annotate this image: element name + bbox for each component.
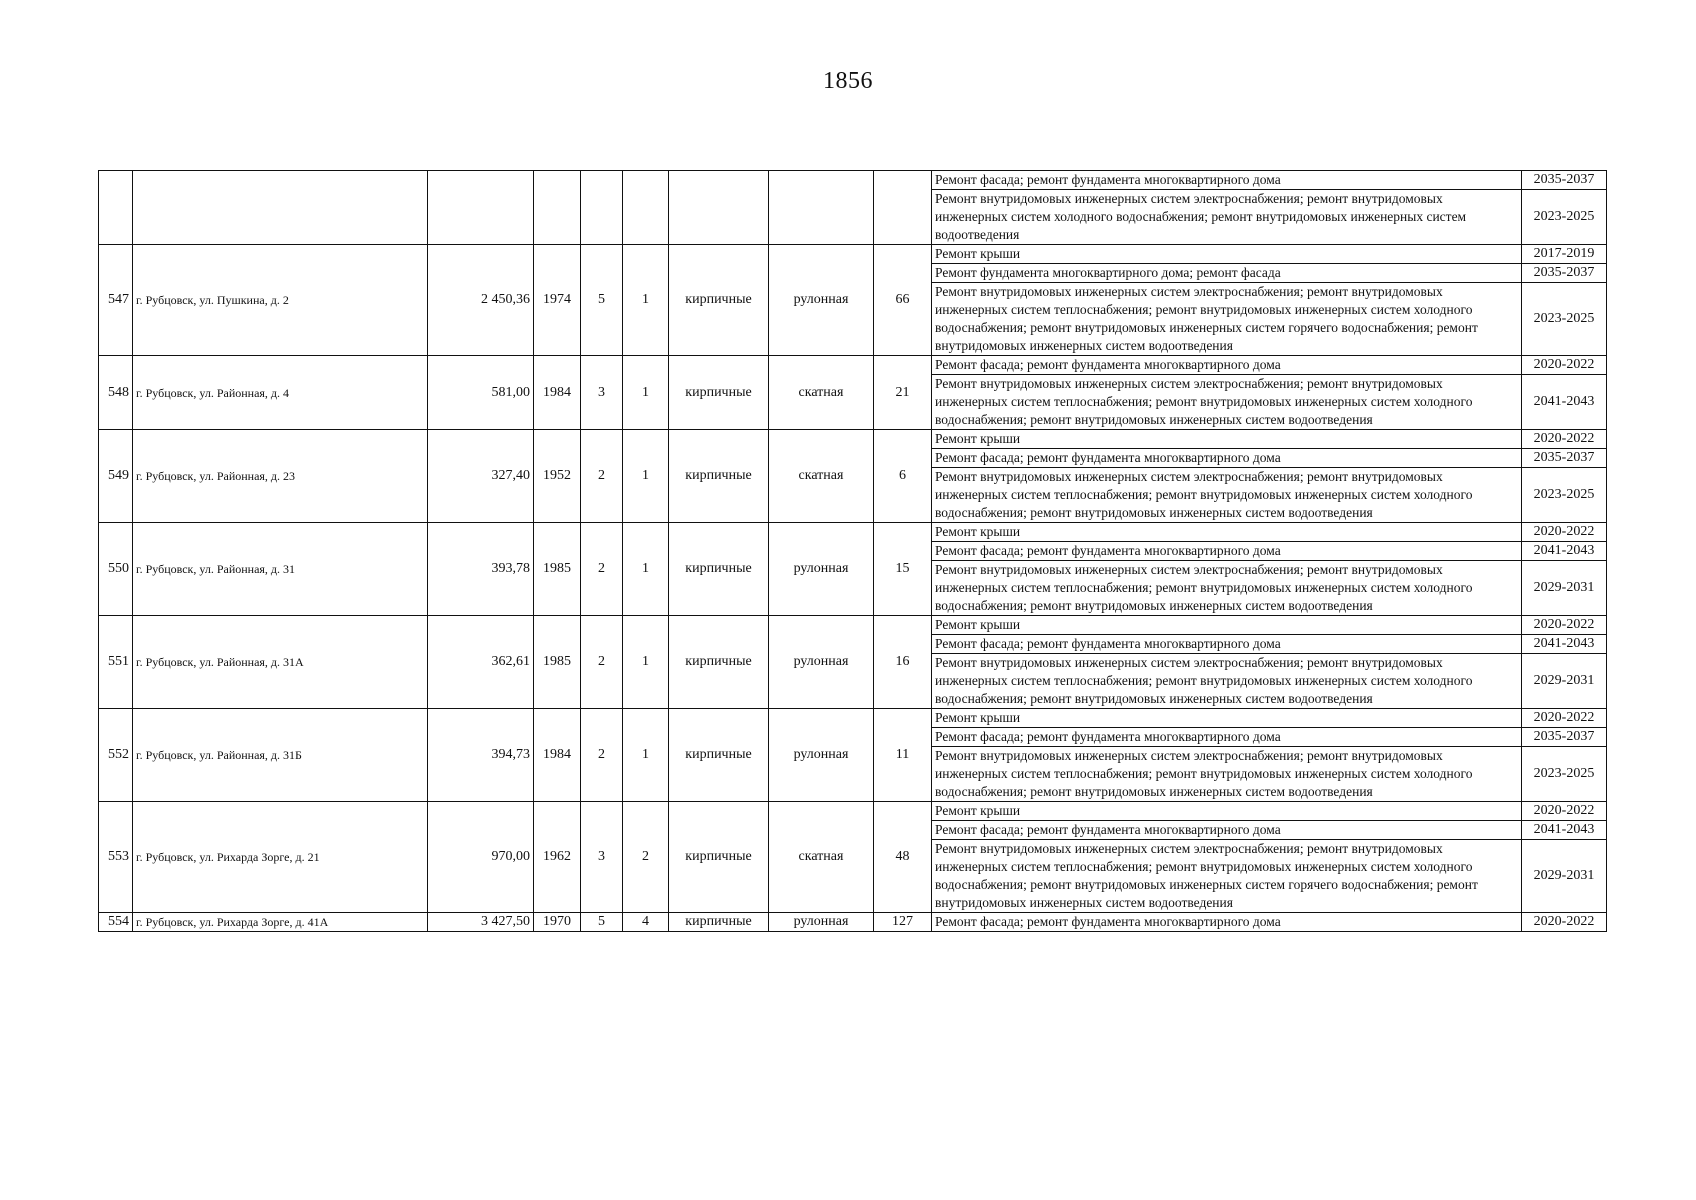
repair-period-cell: 2035-2037	[1522, 728, 1607, 747]
residents-cell: 15	[874, 523, 932, 616]
roof-type-cell: рулонная	[769, 709, 874, 802]
house-number-cell: 551	[99, 616, 133, 709]
entrances-cell: 1	[623, 430, 669, 523]
residents-cell: 21	[874, 356, 932, 430]
entrances-cell	[623, 171, 669, 245]
repair-work-cell: Ремонт фасада; ремонт фундамента многоквартирного дома	[932, 449, 1522, 468]
table-row	[99, 709, 1607, 728]
repair-period-cell: 2029-2031	[1522, 654, 1607, 709]
wall-material-cell: кирпичные	[669, 430, 769, 523]
table-row	[99, 171, 1607, 190]
repair-period-cell: 2035-2037	[1522, 449, 1607, 468]
year-cell: 1984	[534, 356, 581, 430]
address-cell: г. Рубцовск, ул. Пушкина, д. 2	[133, 245, 428, 356]
roof-type-cell	[769, 171, 874, 245]
repair-period-cell: 2023-2025	[1522, 747, 1607, 802]
table-row	[99, 913, 1607, 932]
residents-cell: 6	[874, 430, 932, 523]
residents-cell: 16	[874, 616, 932, 709]
repair-period-cell: 2041-2043	[1522, 635, 1607, 654]
repair-period-cell: 2020-2022	[1522, 430, 1607, 449]
residents-cell: 127	[874, 913, 932, 932]
wall-material-cell	[669, 171, 769, 245]
repair-work-cell: Ремонт крыши	[932, 802, 1522, 821]
floors-cell: 3	[581, 802, 623, 913]
repair-period-cell: 2035-2037	[1522, 264, 1607, 283]
roof-type-cell: скатная	[769, 356, 874, 430]
repair-period-cell: 2041-2043	[1522, 375, 1607, 430]
roof-type-cell: скатная	[769, 430, 874, 523]
table-row	[99, 356, 1607, 375]
repair-period-cell: 2035-2037	[1522, 171, 1607, 190]
wall-material-cell: кирпичные	[669, 913, 769, 932]
address-cell: г. Рубцовск, ул. Рихарда Зорге, д. 41А	[133, 913, 428, 932]
entrances-cell: 1	[623, 356, 669, 430]
repair-work-cell: Ремонт фасада; ремонт фундамента многоквартирного дома	[932, 913, 1522, 932]
wall-material-cell: кирпичные	[669, 709, 769, 802]
year-cell	[534, 171, 581, 245]
year-cell: 1952	[534, 430, 581, 523]
entrances-cell: 1	[623, 709, 669, 802]
table-row	[99, 802, 1607, 821]
roof-type-cell: рулонная	[769, 616, 874, 709]
entrances-cell: 1	[623, 245, 669, 356]
area-cell: 393,78	[428, 523, 534, 616]
house-number-cell: 549	[99, 430, 133, 523]
floors-cell: 5	[581, 913, 623, 932]
entrances-cell: 1	[623, 523, 669, 616]
house-number-cell: 554	[99, 913, 133, 932]
repair-work-cell: Ремонт фасада; ремонт фундамента многоквартирного дома	[932, 635, 1522, 654]
entrances-cell: 1	[623, 616, 669, 709]
area-cell	[428, 171, 534, 245]
repair-work-cell: Ремонт фасада; ремонт фундамента многоквартирного дома	[932, 728, 1522, 747]
repair-work-cell: Ремонт крыши	[932, 523, 1522, 542]
repair-work-cell: Ремонт фасада; ремонт фундамента многоквартирного дома	[932, 356, 1522, 375]
area-cell: 970,00	[428, 802, 534, 913]
table-row	[99, 616, 1607, 635]
area-cell: 3 427,50	[428, 913, 534, 932]
wall-material-cell: кирпичные	[669, 356, 769, 430]
floors-cell: 2	[581, 616, 623, 709]
repair-period-cell: 2017-2019	[1522, 245, 1607, 264]
floors-cell: 2	[581, 709, 623, 802]
repair-work-cell: Ремонт крыши	[932, 616, 1522, 635]
repair-work-cell: Ремонт фасада; ремонт фундамента многоквартирного дома	[932, 542, 1522, 561]
repair-work-cell: Ремонт внутридомовых инженерных систем электроснабжения; ремонт внутридомовых инженерных систем теплоснабжения; ремонт внутридомовых инженерных систем холодного водоснабжения; ремонт внутридомовых инженерных систем водоотведения	[932, 375, 1522, 430]
house-number-cell: 547	[99, 245, 133, 356]
year-cell: 1985	[534, 616, 581, 709]
floors-cell: 2	[581, 523, 623, 616]
repair-period-cell: 2020-2022	[1522, 802, 1607, 821]
year-cell: 1974	[534, 245, 581, 356]
residents-cell: 66	[874, 245, 932, 356]
floors-cell: 3	[581, 356, 623, 430]
roof-type-cell: рулонная	[769, 523, 874, 616]
entrances-cell: 4	[623, 913, 669, 932]
table-row	[99, 523, 1607, 542]
repair-work-cell: Ремонт внутридомовых инженерных систем электроснабжения; ремонт внутридомовых инженерных систем теплоснабжения; ремонт внутридомовых инженерных систем холодного водоснабжения; ремонт внутридомовых инженерных систем водоотведения	[932, 468, 1522, 523]
page-number: 1856	[823, 68, 873, 94]
repair-period-cell: 2041-2043	[1522, 821, 1607, 840]
repair-work-cell: Ремонт крыши	[932, 709, 1522, 728]
repair-work-cell: Ремонт фасада; ремонт фундамента многоквартирного дома	[932, 171, 1522, 190]
address-cell: г. Рубцовск, ул. Районная, д. 31	[133, 523, 428, 616]
repair-period-cell: 2020-2022	[1522, 356, 1607, 375]
table-row	[99, 245, 1607, 264]
capital-repair-table	[98, 170, 1607, 932]
year-cell: 1970	[534, 913, 581, 932]
address-cell: г. Рубцовск, ул. Районная, д. 31А	[133, 616, 428, 709]
repair-period-cell: 2041-2043	[1522, 542, 1607, 561]
repair-period-cell: 2023-2025	[1522, 190, 1607, 245]
repair-period-cell: 2023-2025	[1522, 468, 1607, 523]
area-cell: 2 450,36	[428, 245, 534, 356]
repair-period-cell: 2020-2022	[1522, 913, 1607, 932]
area-cell: 581,00	[428, 356, 534, 430]
roof-type-cell: рулонная	[769, 913, 874, 932]
house-number-cell: 552	[99, 709, 133, 802]
floors-cell: 5	[581, 245, 623, 356]
repair-work-cell: Ремонт внутридомовых инженерных систем электроснабжения; ремонт внутридомовых инженерных систем теплоснабжения; ремонт внутридомовых инженерных систем холодного водоснабжения; ремонт внутридомовых инженерных систем водоотведения	[932, 654, 1522, 709]
year-cell: 1985	[534, 523, 581, 616]
repair-work-cell: Ремонт фасада; ремонт фундамента многоквартирного дома	[932, 821, 1522, 840]
area-cell: 394,73	[428, 709, 534, 802]
wall-material-cell: кирпичные	[669, 523, 769, 616]
repair-period-cell: 2029-2031	[1522, 561, 1607, 616]
area-cell: 362,61	[428, 616, 534, 709]
repair-work-cell: Ремонт крыши	[932, 430, 1522, 449]
area-cell: 327,40	[428, 430, 534, 523]
address-cell: г. Рубцовск, ул. Рихарда Зорге, д. 21	[133, 802, 428, 913]
table-row	[99, 430, 1607, 449]
repair-work-cell: Ремонт крыши	[932, 245, 1522, 264]
house-number-cell: 548	[99, 356, 133, 430]
repair-work-cell: Ремонт внутридомовых инженерных систем электроснабжения; ремонт внутридомовых инженерных систем теплоснабжения; ремонт внутридомовых инженерных систем холодного водоснабжения; ремонт внутридомовых инженерных систем водоотведения	[932, 561, 1522, 616]
residents-cell	[874, 171, 932, 245]
address-cell: г. Рубцовск, ул. Районная, д. 23	[133, 430, 428, 523]
wall-material-cell: кирпичные	[669, 802, 769, 913]
repair-work-cell: Ремонт внутридомовых инженерных систем электроснабжения; ремонт внутридомовых инженерных систем теплоснабжения; ремонт внутридомовых инженерных систем холодного водоснабжения; ремонт внутридомовых инженерных систем горячего водоснабжения; ремонт внутридомовых инженерных систем водоотведения	[932, 283, 1522, 356]
floors-cell: 2	[581, 430, 623, 523]
repair-period-cell: 2020-2022	[1522, 709, 1607, 728]
house-number-cell: 553	[99, 802, 133, 913]
repair-period-cell: 2023-2025	[1522, 283, 1607, 356]
repair-period-cell: 2029-2031	[1522, 840, 1607, 913]
residents-cell: 11	[874, 709, 932, 802]
roof-type-cell: скатная	[769, 802, 874, 913]
year-cell: 1984	[534, 709, 581, 802]
house-number-cell	[99, 171, 133, 245]
repair-period-cell: 2020-2022	[1522, 616, 1607, 635]
year-cell: 1962	[534, 802, 581, 913]
house-number-cell: 550	[99, 523, 133, 616]
wall-material-cell: кирпичные	[669, 245, 769, 356]
address-cell: г. Рубцовск, ул. Районная, д. 4	[133, 356, 428, 430]
repair-work-cell: Ремонт фундамента многоквартирного дома; ремонт фасада	[932, 264, 1522, 283]
address-cell	[133, 171, 428, 245]
residents-cell: 48	[874, 802, 932, 913]
floors-cell	[581, 171, 623, 245]
table-body	[99, 171, 1607, 932]
wall-material-cell: кирпичные	[669, 616, 769, 709]
repair-work-cell: Ремонт внутридомовых инженерных систем электроснабжения; ремонт внутридомовых инженерных систем холодного водоснабжения; ремонт внутридомовых инженерных систем водоотведения	[932, 190, 1522, 245]
repair-period-cell: 2020-2022	[1522, 523, 1607, 542]
address-cell: г. Рубцовск, ул. Районная, д. 31Б	[133, 709, 428, 802]
repair-work-cell: Ремонт внутридомовых инженерных систем электроснабжения; ремонт внутридомовых инженерных систем теплоснабжения; ремонт внутридомовых инженерных систем холодного водоснабжения; ремонт внутридомовых инженерных систем горячего водоснабжения; ремонт внутридомовых инженерных систем водоотведения	[932, 840, 1522, 913]
entrances-cell: 2	[623, 802, 669, 913]
repair-work-cell: Ремонт внутридомовых инженерных систем электроснабжения; ремонт внутридомовых инженерных систем теплоснабжения; ремонт внутридомовых инженерных систем холодного водоснабжения; ремонт внутридомовых инженерных систем водоотведения	[932, 747, 1522, 802]
roof-type-cell: рулонная	[769, 245, 874, 356]
